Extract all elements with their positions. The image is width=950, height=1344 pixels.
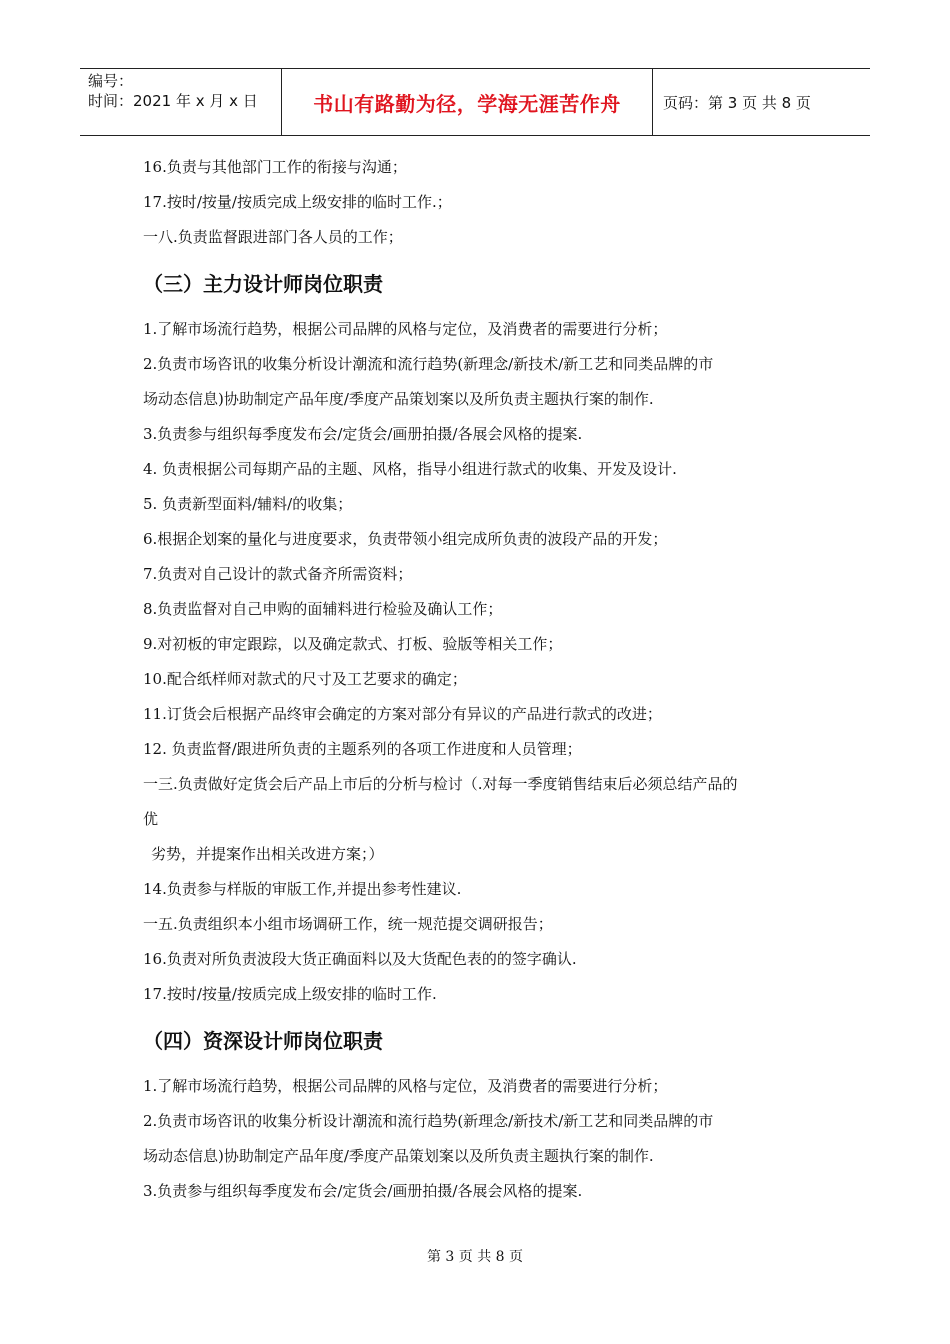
list-item: 16.负责对所负责波段大货正确面料以及大货配色表的的签字确认. — [143, 950, 577, 968]
list-item: 优 — [143, 810, 159, 828]
list-item: 10.配合纸样师对款式的尺寸及工艺要求的确定； — [143, 670, 467, 688]
list-item: 1.了解市场流行趋势，根据公司品牌的风格与定位，及消费者的需要进行分析； — [143, 1077, 668, 1095]
motto-text: 书山有路勤为径，学海无涯苦作舟 — [313, 91, 621, 116]
section-heading-3: （三）主力设计师岗位职责 — [143, 272, 383, 296]
section-3-list — [143, 312, 823, 1012]
list-item: 16.负责与其他部门工作的衔接与沟通； — [143, 158, 407, 176]
list-item: 一三.负责做好定货会后产品上市后的分析与检讨（.对每一季度销售结束后必须总结产品的 — [143, 775, 738, 793]
page-footer: 第 3 页 共 8 页 — [426, 1249, 524, 1265]
list-item: 3.负责参与组织每季度发布会/定货会/画册拍摄/各展会风格的提案. — [143, 425, 583, 443]
document-body — [143, 150, 823, 1209]
list-item: 14.负责参与样版的审版工作,并提出参考性建议. — [143, 880, 462, 898]
list-item: 场动态信息)协助制定产品年度/季度产品策划案以及所负责主题执行案的制作. — [143, 1147, 654, 1165]
header-motto-cell — [282, 69, 653, 135]
list-item: 场动态信息)协助制定产品年度/季度产品策划案以及所负责主题执行案的制作. — [143, 390, 654, 408]
section-4-list — [143, 1069, 823, 1209]
page-header — [80, 68, 870, 136]
list-item: 17.按时/按量/按质完成上级安排的临时工作.； — [143, 193, 452, 211]
header-page-info: 页码：第 3 页 共 8 页 — [663, 93, 811, 112]
list-item: 5. 负责新型面料/辅料/的收集； — [143, 495, 353, 513]
list-item: 11.订货会后根据产品终审会确定的方案对部分有异议的产品进行款式的改进； — [143, 705, 662, 723]
list-item: 劣势，并提案作出相关改进方案；） — [151, 845, 384, 863]
intro-list — [143, 150, 823, 255]
list-item: 4. 负责根据公司每期产品的主题、风格，指导小组进行款式的收集、开发及设计. — [143, 460, 677, 478]
list-item: 一五.负责组织本小组市场调研工作，统一规范提交调研报告； — [143, 915, 553, 933]
section-heading-4: （四）资深设计师岗位职责 — [143, 1029, 383, 1053]
list-item: 3.负责参与组织每季度发布会/定货会/画册拍摄/各展会风格的提案. — [143, 1182, 583, 1200]
list-item: 12. 负责监督/跟进所负责的主题系列的各项工作进度和人员管理； — [143, 740, 582, 758]
list-item: 2.负责市场咨讯的收集分析设计潮流和流行趋势(新理念/新技术/新工艺和同类品牌的市 — [143, 1112, 714, 1130]
number-label: 编号： — [88, 72, 134, 90]
list-item: 7.负责对自己设计的款式备齐所需资料； — [143, 565, 413, 583]
list-item: 8.负责监督对自己申购的面辅料进行检验及确认工作； — [143, 600, 503, 618]
list-item: 9.对初板的审定跟踪，以及确定款式、打板、验版等相关工作； — [143, 635, 563, 653]
time-label: 时间：2021 年 x 月 x 日 — [88, 92, 258, 110]
list-item: 一八.负责监督跟进部门各人员的工作； — [143, 228, 403, 246]
list-item: 2.负责市场咨讯的收集分析设计潮流和流行趋势(新理念/新技术/新工艺和同类品牌的市 — [143, 355, 714, 373]
list-item: 1.了解市场流行趋势，根据公司品牌的风格与定位，及消费者的需要进行分析； — [143, 320, 668, 338]
list-item: 6.根据企划案的量化与进度要求，负责带领小组完成所负责的波段产品的开发； — [143, 530, 668, 548]
header-meta — [80, 69, 282, 135]
list-item: 17.按时/按量/按质完成上级安排的临时工作. — [143, 985, 437, 1003]
